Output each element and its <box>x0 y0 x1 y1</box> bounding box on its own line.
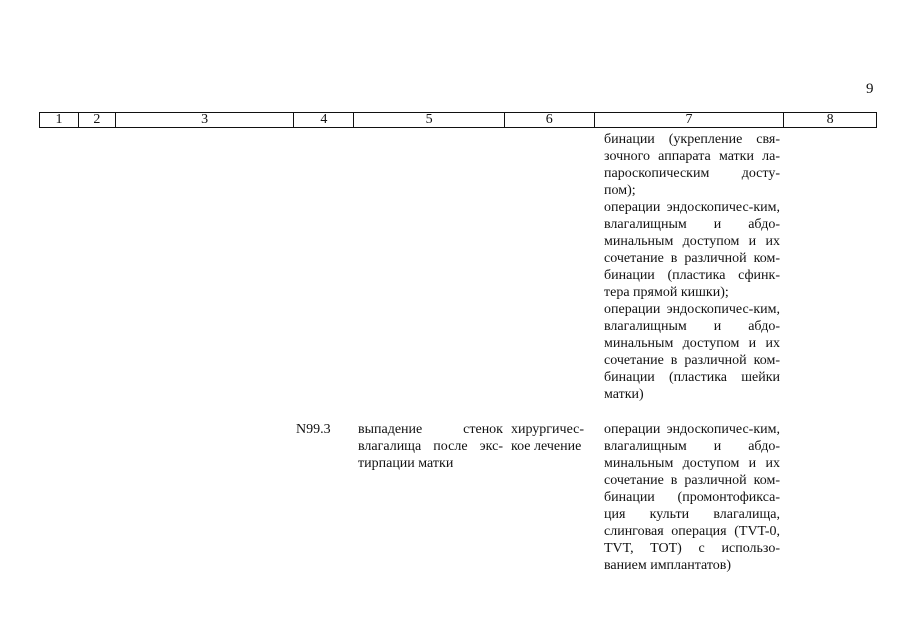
treatment-method: операции эндоскопичес-ким, влагалищным и абдо-минальным доступом и их сочетание в различной ком-бинации (промонтофикса-ция культи влагалища, слинговая операция (TVT-0, TVT, TOT) с использо-ванием имплантатов) <box>604 422 780 573</box>
method-paragraph: операции эндоскопичес-ким, влагалищным и абдо-минальным доступом и их сочетание в различной ком-бинации (пластика сфинк-тера прямой кишки); <box>604 200 780 300</box>
header-cell-5: 5 <box>354 113 505 127</box>
page-number: 9 <box>866 81 874 97</box>
header-cell-8: 8 <box>826 112 834 127</box>
header-cell-3: 3 <box>116 113 295 127</box>
continued-method-cell <box>604 131 780 403</box>
header-cell-6: 6 <box>505 113 595 127</box>
treatment-type: хирургичес-кое лечение <box>511 422 585 454</box>
table-header-row <box>39 112 877 128</box>
method-paragraph: операции эндоскопичес-ким, влагалищным и абдо-минальным доступом и их сочетание в различной ком-бинации (пластика шейки матки) <box>604 302 780 402</box>
method-paragraph: бинации (укрепление свя-зочного аппарата матки ла-пароскопическим досту-пом); <box>604 132 780 198</box>
header-cell-7: 7 <box>595 113 785 127</box>
header-cell-4: 4 <box>294 113 354 127</box>
diagnosis-code: N99.3 <box>296 422 331 437</box>
header-cell-2: 2 <box>79 113 116 127</box>
disease-description: выпадение стенок влагалища после экс-тирпации матки <box>358 422 503 471</box>
header-cell-1: 1 <box>40 113 79 127</box>
